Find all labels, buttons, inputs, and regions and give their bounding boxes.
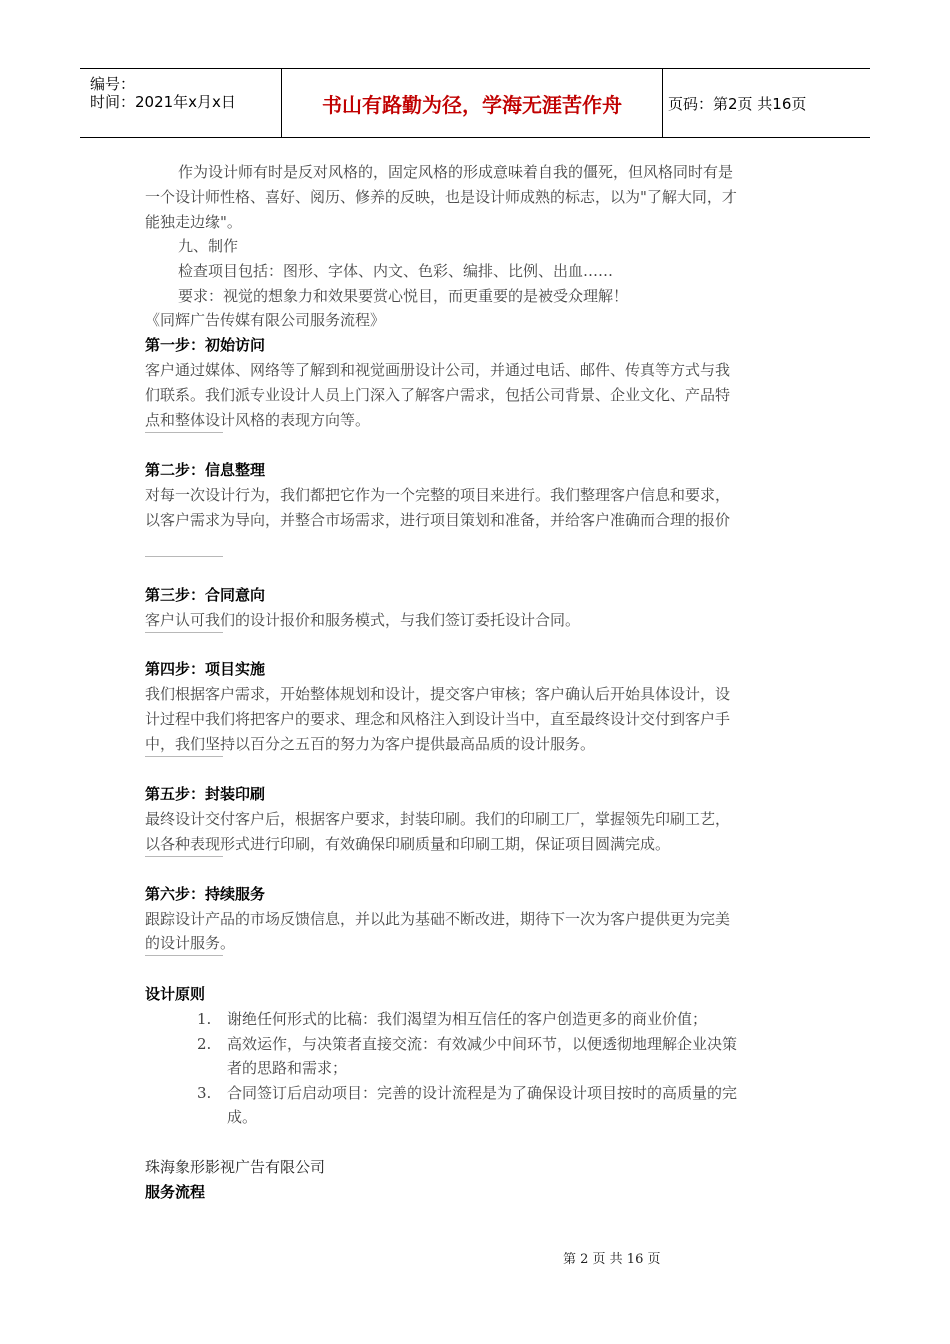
header-motto-cell — [281, 69, 663, 137]
step-6-title: 第六步：持续服务 — [145, 885, 266, 903]
principle-line: 高效运作，与决策者直接交流：有效减少中间环节，以便透彻地理解企业决策 — [227, 1035, 738, 1053]
step-6-line: 的设计服务。 — [145, 934, 236, 952]
principle-number: 3. — [197, 1084, 212, 1102]
company-name: 珠海象形影视广告有限公司 — [145, 1158, 326, 1176]
paragraph-line: 能独走边缘"。 — [145, 213, 242, 231]
header-page-cell — [662, 69, 870, 137]
step-2-line: 对每一次设计行为，我们都把它作为一个完整的项目来进行。我们整理客户信息和要求， — [145, 486, 731, 504]
step-1-line: 们联系。我们派专业设计人员上门深入了解客户需求，包括公司背景、企业文化、产品特 — [145, 386, 731, 404]
step-2-title: 第二步：信息整理 — [145, 461, 266, 479]
step-5-title: 第五步：封装印刷 — [145, 785, 266, 803]
check-items: 检查项目包括：图形、字体、内文、色彩、编排、比例、出血…… — [178, 262, 614, 280]
step-1-title: 第一步：初始访问 — [145, 336, 266, 354]
motto-text: 书山有路勤为径，学海无涯苦作舟 — [322, 92, 622, 117]
step-3-title: 第三步：合同意向 — [145, 586, 266, 604]
step-1-line: 客户通过媒体、网络等了解到和视觉画册设计公司，并通过电话、邮件、传真等方式与我 — [145, 361, 731, 379]
step-4-title: 第四步：项目实施 — [145, 660, 266, 678]
step-4-line: 我们根据客户需求，开始整体规划和设计，提交客户审核；客户确认后开始具体设计，设 — [145, 685, 731, 703]
paragraph-line: 一个设计师性格、喜好、阅历、修养的反映，也是设计师成熟的标志，以为"了解大同，才 — [145, 188, 737, 206]
principle-line: 合同签订后启动项目：完善的设计流程是为了确保设计项目按时的高质量的完 — [227, 1084, 738, 1102]
page-info: 页码：第2页 共16页 — [668, 94, 807, 113]
underline-divider — [145, 756, 223, 757]
underline-divider — [145, 856, 223, 857]
principle-line: 谢绝任何形式的比稿：我们渴望为相互信任的客户创造更多的商业价值； — [227, 1010, 708, 1028]
step-6-line: 跟踪设计产品的市场反馈信息，并以此为基础不断改进，期待下一次为客户提供更为完美 — [145, 910, 731, 928]
number-label: 编号： — [90, 75, 136, 93]
service-title: 服务流程 — [145, 1183, 206, 1201]
underline-divider — [145, 632, 223, 633]
page-footer: 第 2 页 共 16 页 — [563, 1252, 661, 1267]
principles-title: 设计原则 — [145, 985, 206, 1003]
step-5-line: 最终设计交付客户后，根据客户要求，封装印刷。我们的印刷工厂，掌握领先印刷工艺， — [145, 810, 731, 828]
step-1-line: 点和整体设计风格的表现方向等。 — [145, 411, 371, 429]
requirement-text: 要求：视觉的想象力和效果要赏心悦目，而更重要的是被受众理解！ — [178, 287, 629, 305]
step-3-line: 客户认可我们的设计报价和服务模式，与我们签订委托设计合同。 — [145, 611, 581, 629]
step-2-line: 以客户需求为导向，并整合市场需求，进行项目策划和准备，并给客户准确而合理的报价 — [145, 511, 731, 529]
step-5-line: 以各种表现形式进行印刷，有效确保印刷质量和印刷工期，保证项目圆满完成。 — [145, 835, 671, 853]
step-4-line: 中，我们坚持以百分之五百的努力为客户提供最高品质的设计服务。 — [145, 735, 596, 753]
principle-line: 者的思路和需求； — [227, 1059, 348, 1077]
principle-number: 2. — [197, 1035, 212, 1053]
underline-divider — [145, 556, 223, 557]
underline-divider — [145, 432, 223, 433]
header-meta-cell — [80, 69, 281, 137]
process-title: 《同辉广告传媒有限公司服务流程》 — [145, 311, 386, 329]
step-4-line: 计过程中我们将把客户的要求、理念和风格注入到设计当中，直至最终设计交付到客户手 — [145, 710, 731, 728]
section-heading: 九、制作 — [178, 237, 239, 255]
principle-number: 1. — [197, 1010, 212, 1028]
paragraph-line: 作为设计师有时是反对风格的，固定风格的形成意味着自我的僵死，但风格同时有是 — [178, 163, 734, 181]
date-label: 时间：2021年x月x日 — [90, 93, 236, 111]
principle-line: 成。 — [227, 1108, 258, 1126]
underline-divider — [145, 955, 223, 956]
page-header — [80, 68, 870, 138]
